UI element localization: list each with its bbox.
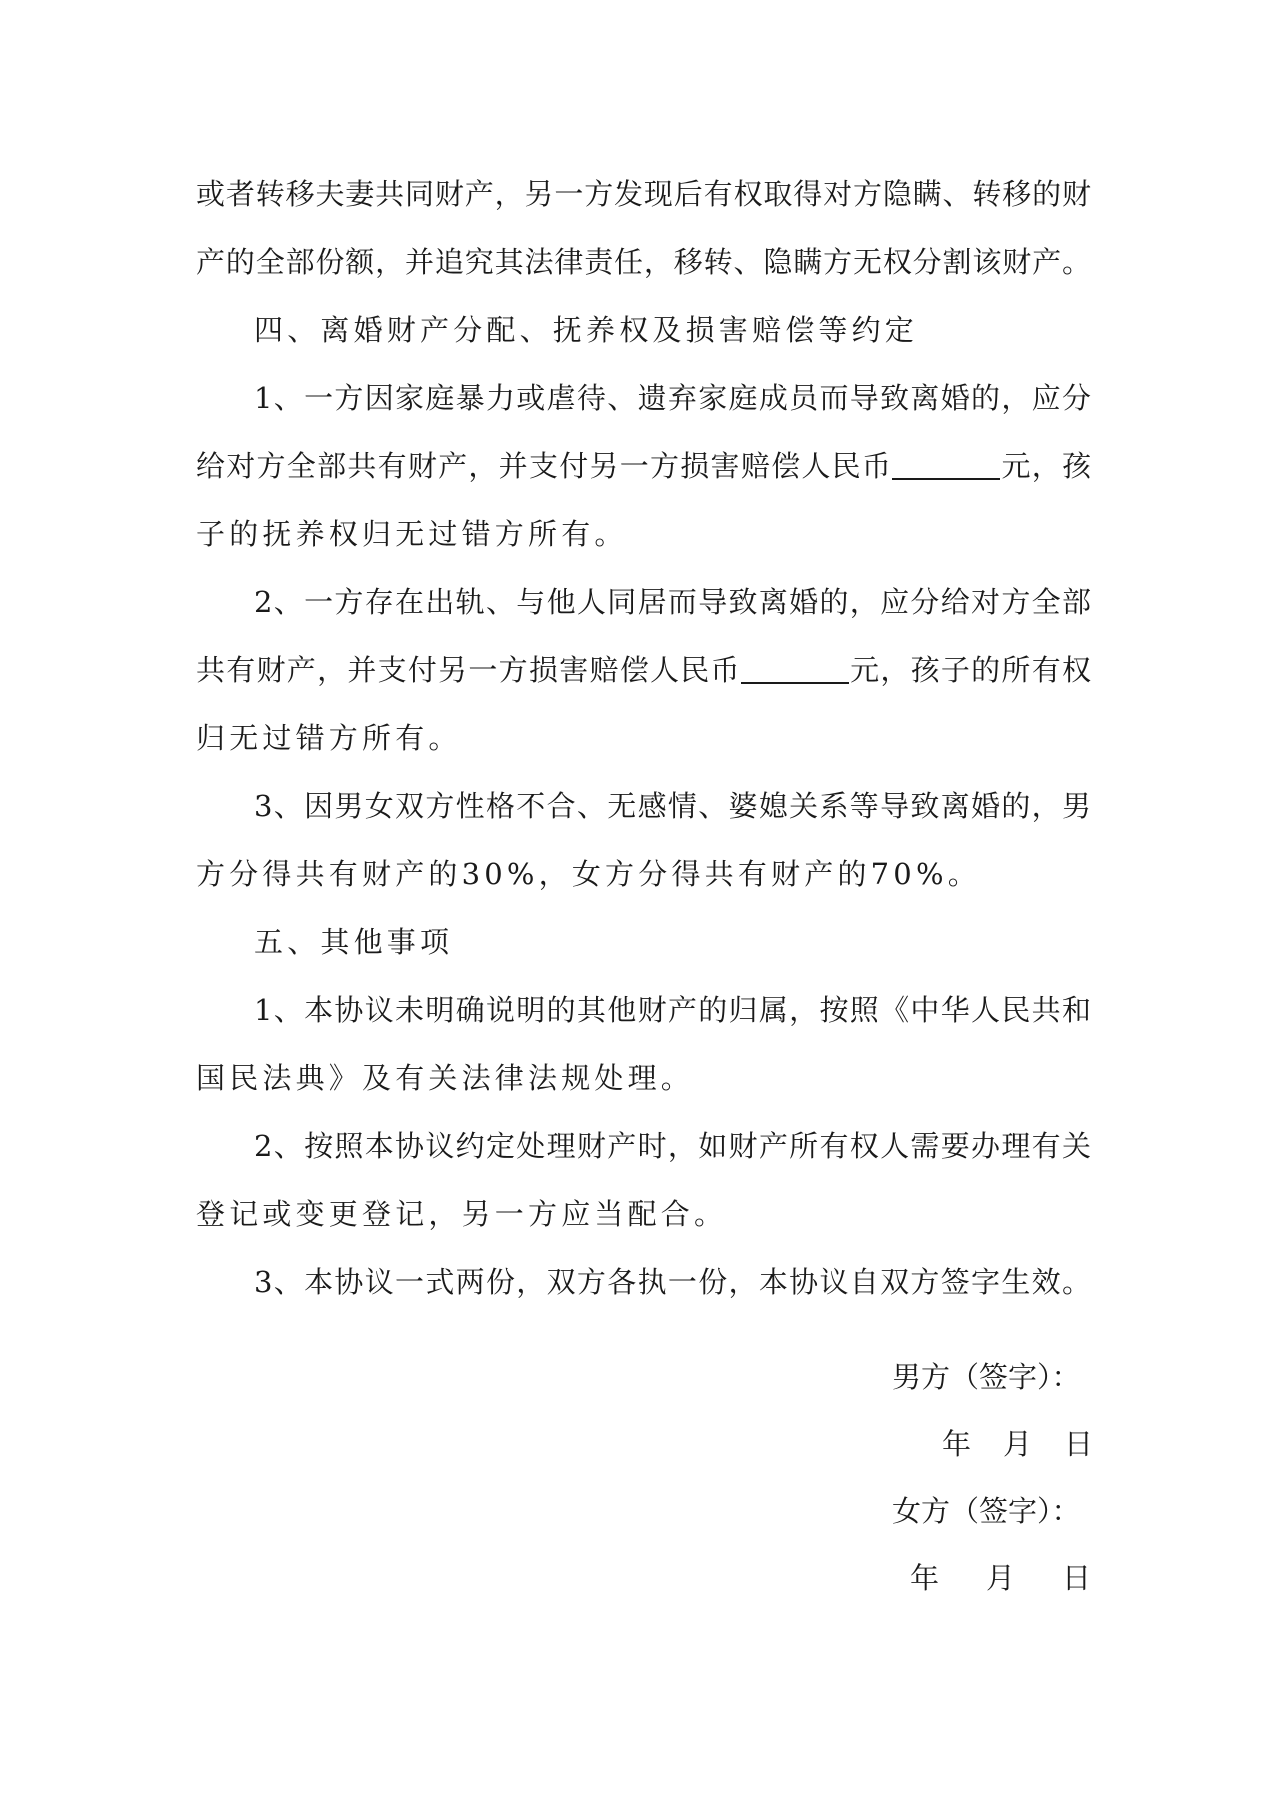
text-line: 3、因男女双方性格不合、无感情、婆媳关系等导致离婚的，男: [254, 789, 1091, 823]
text-line: 方分得共有财产的30%，女方分得共有财产的70%。: [196, 857, 981, 891]
year-label: 年: [942, 1427, 972, 1461]
text-line-with-blank: [196, 432, 1091, 500]
month-label: 月: [1003, 1427, 1033, 1461]
text-line: 2、按照本协议约定处理财产时，如财产所有权人需要办理有关: [254, 1129, 1091, 1163]
day-label: 日: [1062, 1561, 1092, 1595]
fill-in-blank-amount: [741, 650, 849, 684]
text-line: 登记或变更登记，另一方应当配合。: [196, 1197, 728, 1231]
section-heading-five: 五、其他事项: [254, 925, 454, 959]
text-line: 1、本协议未明确说明的其他财产的归属，按照《中华人民共和: [254, 993, 1091, 1027]
female-signature-label: 女方（签字）：: [892, 1494, 1081, 1528]
text-line: 产的全部份额，并追究其法律责任，移转、隐瞒方无权分割该财产。: [196, 245, 1091, 279]
year-label: 年: [910, 1561, 940, 1595]
text-line: 子的抚养权归无过错方所有。: [196, 517, 628, 551]
text-fragment: 元，孩: [1000, 449, 1091, 483]
day-label: 日: [1064, 1427, 1094, 1461]
text-line-with-blank: [196, 636, 1091, 704]
agreement-body: [196, 160, 1091, 1316]
text-fragment: 给对方全部共有财产，并支付另一方损害赔偿人民币: [196, 449, 893, 483]
text-fragment: 共有财产，并支付另一方损害赔偿人民币: [196, 653, 741, 687]
text-line: 国民法典》及有关法律法规处理。: [196, 1061, 695, 1095]
text-line: 1、一方因家庭暴力或虐待、遗弃家庭成员而导致离婚的，应分: [254, 381, 1091, 415]
month-label: 月: [986, 1561, 1016, 1595]
text-fragment: 元，孩子的所有权: [848, 653, 1091, 687]
fill-in-blank-amount: [892, 446, 1000, 480]
section-heading-four: 四、离婚财产分配、抚养权及损害赔偿等约定: [254, 313, 919, 347]
male-signature-label: 男方（签字）：: [892, 1360, 1081, 1394]
text-line: 3、本协议一式两份，双方各执一份，本协议自双方签字生效。: [254, 1265, 1091, 1299]
text-line: 归无过错方所有。: [196, 721, 462, 755]
male-signature-date: [0, 1424, 1280, 1464]
female-signature-date: [0, 1558, 1280, 1598]
text-line: 或者转移夫妻共同财产，另一方发现后有权取得对方隐瞒、转移的财: [196, 177, 1091, 211]
text-line: 2、一方存在出轨、与他人同居而导致离婚的，应分给对方全部: [254, 585, 1091, 619]
